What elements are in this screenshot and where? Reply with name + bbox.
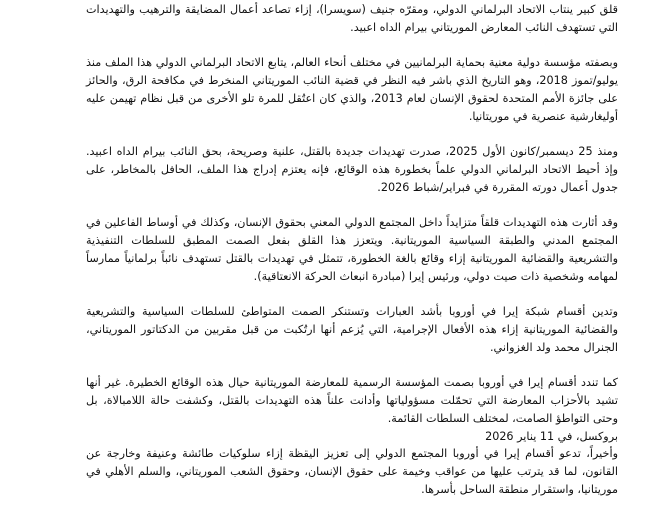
paragraph-opposition-silence: كما تندد أقسام إيرا في أوروبا بصمت المؤسسة الرسمية للمعارضة الموريتانية حيال هذه الوقائع الخطيرة. غير أنها تشيد بالأحزاب المعارضة التي تحمّلت مسؤولياتها وأدانت علناً هذه التهديدات بالقتل، وكشفت حالة اللامبالاة، بل وحتى التواطؤ الصامت، لمختلف السلطات القائمة.: [86, 376, 618, 425]
paragraph-rising-concern: وقد أثارت هذه التهديدات قلقاً متزايداً داخل المجتمع الدولي المعني بحقوق الإنسان، وكذلك في أوساط الفاعلين في المجتمع المدني والطبقة السياسية الموريتانية. ويتعزز هذا القلق بفعل الصمت المطبق للسلطات التنفيذية والتشريعية والقضائية الموريتانية إزاء وقائع بالغة الخطورة، تتمثل في تهديدات بالقتل تستهدف نائباً برلمانياً ممارساً لمهامه وشخصية ذات صيت دولي، ورئيس إيرا (مبادرة انبعاث الحركة الانعتاقية).: [86, 216, 618, 283]
place-and-date: بروكسل، في 11 يناير 2026: [485, 430, 618, 443]
paragraph-new-threats: ومنذ 25 ديسمبر/كانون الأول 2025، صدرت تهديدات جديدة بالقتل، علنية وصريحة، بحق النائب بيرام الداه اعبيد. وإذ أحيط الاتحاد البرلماني الدولي علماً بخطورة هذه الوقائع، فإنه يعتزم إدراج هذا الملف، الحافل بالمخاطر، على جدول أعمال دورته المقررة في فبراير/شباط 2026.: [86, 145, 618, 194]
paragraph-condemnation: وتدين أقسام شبكة إيرا في أوروبا بأشد العبارات وتستنكر الصمت المتواطئ للسلطات السياسية والتشريعية والقضائية الموريتانية إزاء هذه الأفعال الإجرامية، التي يُزعم أنها ارتُكبت من قبل مقربين من الدكتاتور الموريتاني، الجنرال محمد ولد الغزواني.: [86, 305, 618, 354]
paragraph-ipu-background: وبصفته مؤسسة دولية معنية بحماية البرلمانيين في مختلف أنحاء العالم، يتابع الاتحاد البرلماني الدولي هذا الملف منذ يوليو/تموز 2018، وهو التاريخ الذي باشر فيه النظر في قضية النائب الموريتاني المنخرط في مكافحة الرق، والحائز على جائزة الأمم المتحدة لحقوق الإنسان لعام 2013، والذي كان اعتُقل للمرة تلو الأخرى من قبل نظام تهيمن عليه أوليغارشية عنصرية في موريتانيا.: [86, 56, 618, 123]
paragraph-final-call: وأخيراً، تدعو أقسام إيرا في أوروبا المجتمع الدولي إلى تعزيز اليقظة إزاء سلوكيات طائشة وعنيفة وخارجة عن القانون، لما قد يترتب عليها من عواقب وخيمة على حقوق الإنسان، وحقوق الشعب الموريتاني، والسلم الأهلي في موريتانيا، واستقرار منطقة الساحل بأسرها.: [86, 447, 618, 496]
paragraph-concern: قلق كبير ينتاب الاتحاد البرلماني الدولي، ومقرّه جنيف (سويسرا)، إزاء تصاعد أعمال المضايقة والترهيب والتهديدات التي تستهدف النائب المعارض الموريتاني بيرام الداه اعبيد.: [86, 3, 618, 34]
